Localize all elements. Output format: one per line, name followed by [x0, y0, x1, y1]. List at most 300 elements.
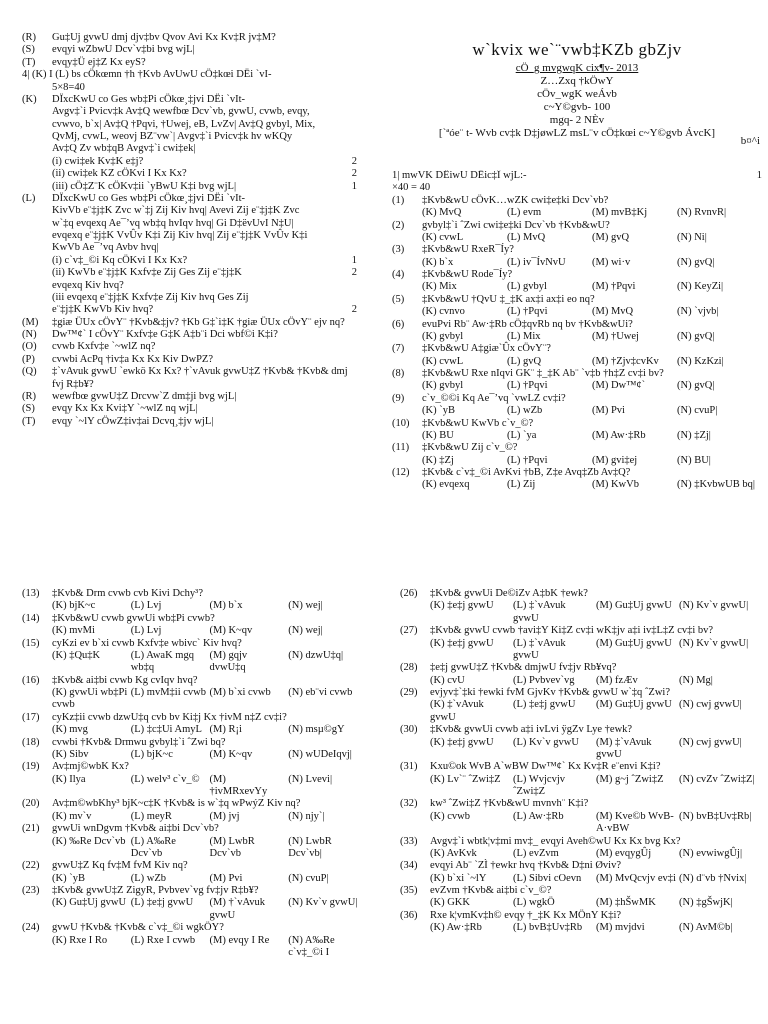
- option: (L) wZb: [507, 405, 543, 417]
- question-text: kw³ ˆZwi‡Z †Kvb&wU mvnvh¨ K‡i?: [430, 798, 589, 810]
- question-text: Av‡m©wbKhy³ bjK~c‡K †Kvb& is w`‡q wPwýZ Kiv nq?: [52, 798, 301, 810]
- option: (M) Dw™¢`: [592, 380, 646, 392]
- question-text: DÏxcKwU co Ges wb‡Pi cÖkœ¸‡jvi DËi `vIt-: [52, 192, 246, 204]
- option: (M) Kve©b WvB-A·vBW: [596, 810, 674, 835]
- question-number: (19): [22, 761, 40, 773]
- marked-line: [22, 304, 357, 316]
- question-number: (M): [22, 316, 39, 328]
- options-row: [400, 873, 762, 885]
- question-number: (31): [400, 761, 418, 773]
- option: (K) ‡`vAvuk gvwU: [430, 699, 484, 723]
- option: (L) ‡e‡j gvwU: [130, 897, 194, 909]
- question-item: [392, 393, 762, 405]
- question-text: gvwU‡Z Kq fv‡M fvM Kiv nq?: [52, 860, 188, 872]
- options-row: [22, 897, 367, 922]
- question-number: (16): [22, 674, 40, 686]
- question-number: (3): [392, 244, 405, 256]
- option: (L) wgkÖ: [513, 897, 555, 909]
- option: (N) gvQ|: [677, 330, 715, 342]
- question-text: evqyi Ab¨ `ZÌ †ewkr hvq †Kvb& D‡ni Øviv?: [430, 860, 622, 872]
- option: (L) iv¯ÍvNvU: [507, 256, 566, 268]
- options-row: [22, 836, 367, 861]
- option: (L) evZvm: [513, 847, 559, 859]
- question-number: (8): [392, 368, 405, 379]
- question-number: (O): [22, 341, 37, 353]
- question-item: [392, 467, 762, 479]
- option: (N) LwbR Dcv`vb|: [288, 835, 332, 859]
- question-item: [392, 220, 762, 232]
- question-item: [400, 836, 762, 848]
- option: (K) Aw·‡Rb: [430, 922, 482, 934]
- question-number: (22): [22, 860, 40, 872]
- marked-line: [22, 255, 357, 267]
- question-text: evqyi wZbwU Dcv`v‡bi bvg wjL|: [52, 44, 195, 56]
- question-item: [22, 32, 357, 44]
- subquestion-text: (ii) KwVb e¨‡j‡K Kxfv‡e Zij Ges Zij e¨‡j‡K: [52, 267, 242, 279]
- question-text: ‡Kvb&wU A‡giæ`Ûx cÖvY¨?: [422, 343, 551, 355]
- option: (L) gvQ: [507, 355, 542, 367]
- text-line: ×40 = 40: [392, 182, 431, 194]
- question-text: cvwb Kxfv‡e `~wlZ nq?: [52, 341, 156, 353]
- questions-bottom-right: [400, 588, 762, 1024]
- options-row: [392, 479, 762, 491]
- option: (N) Ni|: [677, 231, 707, 243]
- question-number: (32): [400, 798, 418, 810]
- text-line: evqexq e¨‡j‡K VvÛv K‡i Zij Kiv hvq| Zij e¨‡j‡K VvÛv K‡i: [52, 230, 308, 241]
- question-item: [22, 712, 367, 724]
- option: (N) cwj gvwU|: [679, 699, 742, 711]
- option: (L) Aw·‡Rb: [513, 810, 564, 822]
- question-item: [22, 193, 357, 205]
- question-item: [392, 343, 762, 355]
- mark-value: 1: [756, 170, 762, 181]
- option: (N) ‡Zj|: [677, 429, 711, 441]
- option: (K) mvMi: [52, 625, 95, 637]
- question-text: ‡Kvb&wU Zij c`v_©?: [422, 442, 518, 454]
- option: (N) dzwU‡q|: [288, 649, 344, 661]
- question-item: [22, 613, 367, 625]
- questions-top-left: [22, 32, 357, 510]
- option: (K) mv`v: [52, 810, 92, 822]
- option: (K) mvg: [52, 724, 88, 736]
- option: (M) evqy I Re: [209, 934, 270, 946]
- marked-line: [22, 156, 357, 168]
- question-item: [22, 366, 357, 391]
- options-row: [22, 724, 367, 736]
- option: (M) jvj: [209, 810, 240, 822]
- option: (K) cvnvo: [422, 306, 465, 318]
- option: (L) Kv`v gvwU: [513, 736, 579, 748]
- option: (N) `vjvb|: [677, 306, 719, 318]
- option: (N) AvM©b|: [679, 922, 733, 934]
- option: (K) Rxe I Ro: [52, 934, 108, 946]
- question-text: wewfbœ gvwU‡Z Drcvw`Z dm‡ji bvg wjL|: [52, 390, 237, 402]
- options-row: [22, 774, 367, 799]
- option: (L) AwaK mgq wb‡q: [130, 649, 194, 674]
- option: (M) Gu‡Uj gvwU: [596, 699, 672, 711]
- mark-value: 2: [351, 155, 357, 167]
- question-item: [392, 442, 762, 454]
- option: (L) Mix: [507, 330, 541, 342]
- mark-value: 1: [351, 254, 357, 266]
- option: (N) d¨vb †Nvix|: [679, 872, 747, 884]
- option: (K) cvwL: [422, 231, 464, 243]
- option: (K) ‡Qu‡K: [52, 649, 101, 661]
- question-number: (T): [22, 415, 36, 427]
- mark-value: 2: [351, 168, 357, 180]
- question-number: (12): [392, 467, 410, 478]
- question-item: [22, 416, 357, 428]
- option: (N) evwiwgÛj|: [679, 847, 743, 859]
- question-text: ‡Kvb& Drm cvwb cvb Kivi Dchy³?: [52, 588, 203, 599]
- subquestion-text: (i) cwi‡ek Kv‡K e‡j?: [52, 155, 144, 167]
- option: (K) `yB: [422, 405, 455, 417]
- option: (N) cvuP|: [288, 872, 329, 884]
- text-line: cvwvo, b`x| Av‡Q †Pqvi, †Uwej, eB, LvZv| Av‡Q gvbyl, Mix,: [52, 118, 316, 130]
- question-text: ‡Kvb&wU Rxe nIqvi GK¨ ‡_‡K Ab¨ `v‡b †h‡Z cv‡i bv?: [422, 368, 664, 379]
- question-text: ‡Kvb& gvwUi cvwb a‡i ivLvi ÿgZv Lye †ewk?: [430, 724, 633, 736]
- text-line: KivVb e¨‡j‡K Zvc w`‡j Zij Kiv hvq| Avevi Zij e¨‡j‡K Zvc: [52, 205, 300, 217]
- subquestion-text: 1| mwVK DËiwU DËic‡Î wjL:-: [392, 170, 527, 181]
- subquestion-text: (iii) cÖ‡Z¨K cÖKv‡ii `yBwU K‡i bvg wjL|: [52, 180, 237, 192]
- option: (M) R¡i: [209, 724, 242, 736]
- options-row: [400, 600, 762, 625]
- option: (M) b`xi cvwb: [209, 687, 271, 698]
- option: (L) Rxe I cvwb: [130, 934, 196, 946]
- question-item: [22, 341, 357, 353]
- full-marks-line: c~Y©gvb- 100: [543, 100, 611, 113]
- option: (L) †Pqvi: [507, 454, 548, 466]
- question-text: evZvm †Kvb& ai‡bi c`v_©?: [430, 885, 552, 896]
- school-name: w`kvix we`¨vwb‡KZb gbZjv: [472, 40, 682, 59]
- option: (M) †Zjv‡cvKv: [592, 355, 659, 367]
- option: (K) b`x: [422, 256, 454, 268]
- option: (N) msµ©gY: [288, 724, 345, 736]
- option: (K) Gu‡Uj gvwU: [52, 897, 127, 909]
- text-line: 5×8=40: [52, 81, 85, 93]
- question-number: (34): [400, 860, 418, 872]
- text-line: Av‡Q Zv wb‡qB Avgv‡`i cwi‡ek|: [52, 143, 196, 155]
- question-number: (S): [22, 44, 35, 56]
- question-item: [392, 368, 762, 380]
- options-row: [22, 873, 367, 885]
- question-number: (S): [22, 403, 35, 415]
- instruction-note: [`ªóe¨ t- Wvb cv‡k D‡jøwLZ msL¨v cÖ‡kœi c~Y©gvb ÁvcK]: [438, 126, 716, 139]
- text-line: w`‡q evqexq Ae¯’vq wb‡q hvIqv hvq| Gi D‡ëvUvI N‡U|: [52, 217, 294, 229]
- option: (K) BU: [422, 429, 454, 441]
- option: (K) ‡e‡j gvwU: [430, 637, 494, 649]
- option: (M) Gu‡Uj gvwU: [596, 637, 672, 649]
- option: (M) LwbR Dcv`vb: [209, 835, 255, 859]
- question-item: [22, 354, 357, 366]
- options-row: [400, 922, 762, 934]
- options-row: [392, 281, 762, 293]
- option: (K) ‰Re Dcv`vb: [52, 835, 126, 847]
- option: (M) gvQ: [592, 231, 630, 243]
- question-number: (10): [392, 417, 410, 429]
- option: (N) gvQ|: [677, 256, 715, 268]
- option: (L) Lvj: [130, 625, 162, 637]
- question-text: evqy‡Ü ej‡Z Kx eyS?: [52, 56, 146, 68]
- question-item: [392, 294, 762, 306]
- question-item: [22, 737, 367, 749]
- question-text: c`v_©©i Kq Ae¯’vq `vwLZ cv‡i?: [422, 392, 566, 404]
- question-number: (30): [400, 724, 418, 736]
- text-line: 4| (K) I (L) bs cÖkœmn †h †Kvb AvUwU cÖ‡kœi DËi `vI-: [22, 69, 272, 81]
- option: (K) ‡Zj: [422, 454, 454, 466]
- question-number: (5): [392, 293, 405, 305]
- question-text: ‡Kvb&wU KwVb c`v_©?: [422, 417, 534, 429]
- option: (L) Pvbvev`vg: [513, 674, 575, 686]
- option: (M) Gu‡Uj gvwU: [596, 600, 672, 612]
- question-number: (21): [22, 823, 40, 835]
- option: (L) gvbyl: [507, 281, 547, 293]
- question-text: Dw™¢` I cÖvY¨ Kxfv‡e G‡K A‡b¨i Dci wbf©i K‡i?: [52, 329, 278, 340]
- option: (L) evm: [507, 207, 542, 219]
- question-item: [400, 687, 762, 699]
- question-item: [22, 317, 357, 329]
- option: (N) RvnvR|: [677, 207, 727, 219]
- question-number: (6): [392, 318, 405, 330]
- question-text: ‡Kvb& gvwU cvwb †avi‡Y Ki‡Z cv‡i wK‡jv a‡i iv‡L‡Z cv‡i bv?: [430, 625, 714, 637]
- question-text: ‡Kvb&wU cÖvK…wZK cwi‡e‡ki Dcv`vb?: [422, 194, 609, 206]
- option: (M) Pvi: [592, 405, 625, 417]
- question-item: [400, 798, 762, 810]
- subject-line: cÖv_wgK weÁvb: [537, 87, 617, 100]
- question-item: [22, 638, 367, 650]
- text-line: Avgv‡`i Pvicv‡k Av‡Q wewfbœ Dcv`vb, gvwU, cvwb, evqy,: [52, 106, 310, 118]
- option: (K) cvwb: [430, 810, 470, 822]
- text-line: (iii evqexq e¨‡j‡K Kxfv‡e Zij Kiv hvq Ges Zij: [52, 291, 249, 303]
- question-text: ‡Kvb& ai‡bi cvwb Kg cvIqv hvq?: [52, 674, 198, 686]
- question-item: [400, 662, 762, 674]
- question-text: cvwbi †Kvb& Drmwu gvbyl‡`i ˆZwi bq?: [52, 736, 226, 748]
- question-text: ‡giæ ÜUx cÖvY¨ †Kvb&‡jv? †Kb G‡`i‡K †giæ ÜUx cÖvY¨ ejv nq?: [52, 316, 345, 328]
- question-text: ‡Kvb&wU †QvU ‡_‡K ax‡i ax‡i eo nq?: [422, 293, 595, 305]
- option: (L) welv³ c`v_©: [130, 773, 200, 785]
- question-number: (4): [392, 269, 405, 280]
- question-number: (23): [22, 885, 40, 896]
- option: (L) ‡`vAvuk gvwU: [513, 637, 566, 661]
- question-item: [22, 860, 367, 872]
- option: (M) †ivMRxevYy: [209, 773, 268, 797]
- question-item: [392, 195, 762, 207]
- option: (M) g~j ˆZwi‡Z: [596, 773, 664, 785]
- options-row: [392, 405, 762, 417]
- marks-label: b¤^i: [740, 135, 760, 147]
- marked-line: [22, 181, 357, 193]
- options-row: [400, 774, 762, 799]
- option: (K) cvU: [430, 674, 465, 686]
- option: (K) `yB: [52, 872, 85, 884]
- option: (L) Lvj: [130, 600, 162, 612]
- option: (M) Pvi: [209, 872, 243, 884]
- option: (M) K~qv: [209, 748, 253, 760]
- question-item: [392, 269, 762, 281]
- question-number: (7): [392, 343, 405, 355]
- options-row: [400, 699, 762, 724]
- question-number: (9): [392, 392, 405, 404]
- option: (L) mvM‡ii cvwb: [130, 687, 206, 698]
- question-item: [392, 418, 762, 430]
- question-item: [400, 724, 762, 736]
- subquestion-text: (ii) cwi‡ek KZ cÖKvi I Kx Kx?: [52, 168, 187, 180]
- option: (M) ‡hŠwMK: [596, 897, 656, 909]
- option: (M) MvQcvjv ev‡i: [596, 872, 676, 884]
- question-item: [392, 319, 762, 331]
- option: (K) b`xi `~lY: [430, 872, 487, 884]
- question-text: evqy `~lY cÖwZ‡iv‡ai Dcvq¸‡jv wjL|: [52, 415, 214, 427]
- option: (L) ‡c‡Ui AmyL: [130, 724, 202, 736]
- options-row: [400, 848, 762, 860]
- question-number: (K): [22, 93, 37, 105]
- options-row: [392, 331, 762, 343]
- option: (K) MvQ: [422, 207, 462, 219]
- question-item: [22, 823, 367, 835]
- question-item: [22, 329, 357, 341]
- question-text: cyKz‡ii cvwb dzwU‡q cvb bv Ki‡j Kx †ivM n‡Z cv‡i?: [52, 711, 287, 723]
- question-item: [400, 910, 762, 922]
- options-row: [400, 638, 762, 663]
- question-item: [22, 403, 357, 415]
- text-line: QvMj, cvwL, weovj BZ¨vw`| Avgv‡`i Pvicv‡k hv wKQy: [52, 131, 293, 142]
- option: (M) wi·v: [592, 256, 631, 268]
- question-number: (28): [400, 662, 418, 674]
- question-text: ‡Kvb&wU cvwb gvwUi wb‡Pi cvwb?: [52, 612, 215, 624]
- question-text: ‡Kvb& gvwU‡Z ZigyR, Pvbvev`vg fv‡jv R‡b¥?: [52, 885, 259, 896]
- option: (N) eb¨vi cvwb: [288, 687, 353, 698]
- question-item: [22, 391, 357, 403]
- question-item: [400, 588, 762, 600]
- options-row: [400, 897, 762, 909]
- subquestion-text: e¨‡j‡K KwVb Kiv hvq?: [52, 304, 154, 316]
- question-number: (1): [392, 194, 405, 206]
- option: (K) bjK~c: [52, 600, 96, 612]
- option: (K) Mix: [422, 281, 457, 293]
- option: (K) ‡e‡j gvwU: [430, 736, 494, 748]
- option: (N) cwj gvwU|: [679, 736, 742, 748]
- option: (N) Lvevi|: [288, 773, 333, 785]
- question-text: Av‡mj©wbK Kx?: [52, 761, 129, 773]
- question-text: evuPvi Rb¨ Aw·‡Rb cÖ‡qvRb nq bv †Kvb&wUi?: [422, 318, 633, 330]
- options-row: [392, 306, 762, 318]
- marked-line: [22, 168, 357, 180]
- option: (K) Lv`¨ ˆZwi‡Z: [430, 773, 501, 785]
- option: (N) njy`|: [288, 810, 325, 822]
- options-row: [392, 455, 762, 467]
- option: (N) Kv`v gvwU|: [679, 600, 749, 612]
- question-number: (29): [400, 687, 418, 698]
- mark-value: 2: [351, 304, 357, 316]
- question-text: ‡Kvb&wU RxeR¯Íy?: [422, 244, 514, 256]
- question-number: (36): [400, 909, 418, 921]
- option: (N) gvQ|: [677, 380, 715, 392]
- option: (N) A‰Re c`v‡_©i I: [288, 934, 335, 958]
- subquestion-text: (i) c`v‡_©i Kq cÖKvi I Kx Kx?: [52, 254, 188, 266]
- question-number: (33): [400, 835, 418, 847]
- option: (M) b`x: [209, 600, 243, 612]
- question-text: ‡Kvb& gvwUi De©iZv A‡bK †ewk?: [430, 588, 588, 599]
- question-number: (27): [400, 625, 418, 637]
- question-item: [22, 44, 357, 56]
- question-number: (Q): [22, 366, 37, 378]
- option: (N) wUDeIqvj|: [288, 748, 352, 760]
- option: (M) KwVb: [592, 479, 639, 491]
- question-item: [22, 922, 367, 934]
- options-row: [400, 675, 762, 687]
- questions-bottom-left: [22, 588, 367, 1024]
- options-row: [392, 356, 762, 368]
- option: (N) Mg|: [679, 674, 713, 686]
- question-text: cyKzi ev b`xi cvwb Kxfv‡e wbivc` Kiv hvq?: [52, 637, 242, 649]
- option: (K) Ilya: [52, 773, 86, 785]
- question-number: (35): [400, 885, 418, 896]
- question-number: (P): [22, 353, 35, 365]
- option: (K) AvKvk: [430, 847, 477, 859]
- option: (L) bvB‡Uv‡Rb: [513, 922, 583, 934]
- marked-line: [392, 170, 762, 182]
- options-row: [392, 257, 762, 269]
- option: (N) Kv`v gvwU|: [288, 897, 358, 909]
- options-row: [22, 749, 367, 761]
- question-item: [400, 860, 762, 872]
- question-item: [392, 244, 762, 256]
- option: (L) `ya: [507, 429, 537, 441]
- question-item: [22, 885, 367, 897]
- option: (L) †Pqvi: [507, 306, 548, 318]
- option: (K) gvbyl: [422, 380, 464, 392]
- option: (M) gvi‡ej: [592, 454, 638, 466]
- option: (K) Sibv: [52, 748, 89, 760]
- option: (N) KzKzi|: [677, 355, 724, 367]
- exam-name: cÖ_g mvgwqK cix¶v- 2013: [515, 62, 639, 75]
- question-text: DÏxcKwU co Ges wb‡Pi cÖkœ¸‡jvi DËi `vIt-: [52, 93, 246, 105]
- option: (L) bjK~c: [130, 748, 173, 760]
- question-item: [22, 57, 357, 69]
- option: (L) A‰Re Dcv`vb: [130, 835, 176, 859]
- options-row: [22, 650, 367, 675]
- option: (K) cvwL: [422, 355, 464, 367]
- mark-value: 1: [351, 180, 357, 192]
- options-row: [392, 207, 762, 219]
- questions-top-right: [392, 170, 762, 515]
- question-text: cvwbi AcPq †iv‡a Kx Kx Kiv DwPZ?: [52, 353, 213, 365]
- question-item: [400, 885, 762, 897]
- time-line: mgq- 2 NÈv: [549, 113, 605, 126]
- options-row: [22, 600, 367, 612]
- question-number: (26): [400, 588, 418, 599]
- question-text: Gu‡Uj gvwU dmj djv‡bv Qvov Avi Kx Kv‡R jv‡M?: [52, 32, 276, 43]
- text-line: KwVb Ae¯’vq Avbv hvq|: [52, 242, 159, 254]
- question-text: Kxu©ok WvB A`wBW Dw™¢` Kx Kv‡R e¨envi K‡i?: [430, 761, 661, 773]
- options-row: [400, 737, 762, 762]
- option: (K) gvwUi wb‡Pi cvwb: [52, 687, 128, 711]
- option: (M) mvjdvi: [596, 922, 645, 934]
- options-row: [392, 232, 762, 244]
- question-number: (L): [22, 192, 36, 204]
- question-number: (14): [22, 612, 40, 624]
- option: (N) wej|: [288, 625, 323, 637]
- question-text: evqy Kx Kx Kvi‡Y `~wlZ nq wjL|: [52, 403, 198, 415]
- question-text: gvbyl‡`i ˆZwi cwi‡e‡ki Dcv`vb †Kvb&wU?: [422, 219, 610, 231]
- option: (L) wZb: [130, 872, 167, 884]
- class-line: Z…Zxq †kÖwY: [540, 75, 614, 88]
- options-row: [392, 430, 762, 442]
- options-row: [22, 811, 367, 823]
- question-number: (13): [22, 588, 40, 599]
- question-text: ‡Kvb& c`v‡_©i AvKvi †bB, Z‡e Avq‡Zb Av‡Q?: [422, 467, 631, 478]
- option: (L) †Pqvi: [507, 380, 548, 392]
